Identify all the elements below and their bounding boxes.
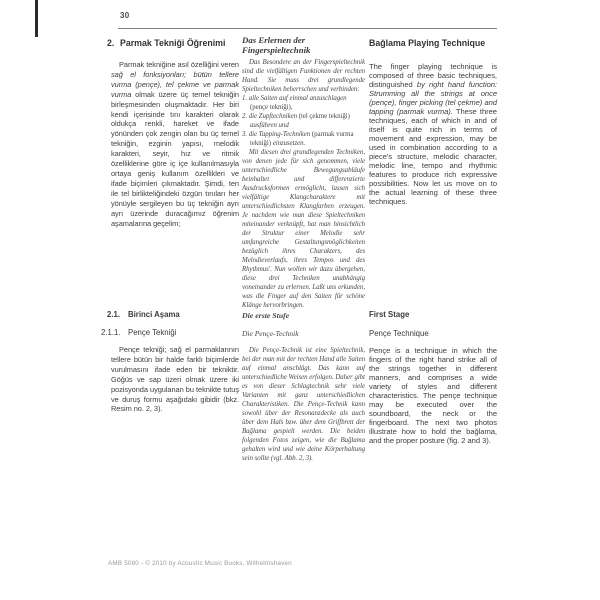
paragraph-german-2: Die Pençe-Technik ist eine Spieltechnik, bei der man mit der rechten Hand alle Saiten auf einmal anschlägt. Das kann auf unterschiedliche Weisen erfolgen. Daher gibt es von dieser Schlagtechnik sehr viele Varianten mit ganz unterschiedlichen Charakteristiken. Die Pençe-Technik kann sowohl über der Resonanzdecke als auch über dem Hals bzw. über dem Griffbrett der Bağlama gespielt werden. Die beiden folgenden Fotos zeigen, wie die Bağlama gehalten wird und wie deine Körperhaltung sein sollte (vgl. Abb. 2, 3). bbox=[242, 347, 365, 462]
subsection-heading-german-1: Die erste Stufe bbox=[242, 311, 290, 320]
subsection-heading-english-1: First Stage bbox=[369, 310, 410, 319]
column-german-lower bbox=[242, 311, 365, 463]
footer-text: AMB 5080 - © 2010 by Acoustic Music Books, Wilhelmshaven bbox=[108, 560, 292, 567]
subsection-title-turkish-2: Pençe Tekniği bbox=[128, 328, 177, 337]
section-heading-german: Das Erlernen der Fingerspieltechnik bbox=[242, 35, 311, 55]
column-german-upper bbox=[242, 36, 365, 310]
paragraph-turkish-1: Parmak tekniğine asıl özelliğini veren sağ el fonksiyonları; bütün tellere vurma (pençe), tel çekme ve parmak vurma olmak üzere üç temel tekniğin birleşmesinden oluşmaktadır. Her biri kendi içerisinde tını karakteri olarak oldukça renkli, hareket ve ifade yönünden çok zengin olan bu üç temel tekniğin, ezginin yapısı, melodik karakteri, seyir, hız ve ritmik özelliklerine göre iç içe kullanılmasıyla ortaya geniş kullanım özellikleri ve ifade biçimleri çıkmaktadır. Şimdi, ten ile tel birlikteliğindeki özgün tınıları her yönüyle sergileyen bu üç tekniğin ayrı ayrı üzerinde duracağımız öğrenim aşamalarına geçelim; bbox=[111, 60, 239, 228]
subsection-heading-english-2: Pençe Technique bbox=[369, 329, 429, 338]
paragraph-turkish-2: Pençe tekniği; sağ el parmaklarının tellere bütün bir halde farklı biçimlerde vurulmasını ifade eden bir tekniktir. Göğüs ve sap üzeri olmak üzere iki pozisyonda uygulanan bu teknikte tutuş ve duruş formu aşağıdaki gibidir (bkz. Resim no. 2, 3). bbox=[111, 345, 239, 414]
column-turkish-lower bbox=[101, 310, 239, 414]
scan-edge-mark bbox=[35, 0, 38, 37]
paragraph-english-1: The finger playing technique is composed of three basic techniques, distinguished by right hand function: Strumming all the strings at once (pençe), finger picking (tel çekme) and tapping (parmak vurma). These three techniques, each of which in and of itself is quite rich in terms of movement and expression, may be used in combination according to a piece's structure, melodic character, melodic line, tempo and rhythmic features to produce rich expressive possibilities. Now let us move on to the actual learning of these three techniques. bbox=[369, 62, 497, 206]
column-english-lower bbox=[369, 310, 497, 445]
column-turkish-upper bbox=[107, 38, 239, 228]
german-list-item-2: 2. die Zupftechniken (tel çekme tekniği) ausführen und bbox=[242, 113, 350, 129]
german-list-item-1: 1. alle Saiten auf einmal anzuschlagen (pençe tekniği), bbox=[242, 95, 347, 111]
section-heading-english: Bağlama Playing Technique bbox=[369, 38, 486, 48]
subsection-number-turkish-1: 2.1. bbox=[107, 310, 121, 319]
section-title-turkish: Parmak Tekniği Öğrenimi bbox=[120, 38, 226, 48]
section-heading-turkish bbox=[107, 38, 239, 48]
page-number: 30 bbox=[120, 11, 130, 20]
german-list-item-3: 3. die Tapping-Techniken (parmak vurma tekniği) einzusetzen. bbox=[242, 131, 354, 147]
section-number-turkish: 2. bbox=[107, 38, 115, 48]
paragraph-german-intro: Das Besondere an der Fingerspieltechnik sind die vielfältigen Funktionen der rechten Hand. Sie muss drei grundlegende Spieltechniken beherrschen und verbinden: bbox=[242, 59, 365, 93]
paragraph-german-main: Mit diesen drei grundlegenden Techniken, von denen jede für sich genommen, viele unterschiedliche Bewegungsabläufe beinhaltet und differenzierte Ausdrucksformen ermöglicht, lassen sich vielfältige Klangcharaktere mit unterschiedlichsten Klangfarben erzeugen. Je nachdem wie man diese Spieltechniken miteinander verknüpft, hat man hinsichtlich der Struktur einer Melodie sehr umfangreiche Gestaltungsmöglichkeiten bezüglich ihres Charakters, des Melodieverlaufs, ihres Tempos und des Rhythmus'. Nun wollen wir dazu übergehen, diese drei Techniken unabhängig voneinander zu erlernen. Laßt uns erkunden, was die Finger auf den Saiten für schöne Klänge hervorbringen. bbox=[242, 149, 365, 309]
subsection-heading-turkish-1 bbox=[107, 310, 239, 320]
column-english-upper bbox=[369, 38, 497, 206]
subsection-number-turkish-2: 2.1.1. bbox=[101, 328, 121, 337]
subsection-heading-turkish-2 bbox=[101, 328, 239, 338]
paragraph-english-2: Pençe is a technique in which the fingers of the right hand strike all of the strings together in different manners, and comprises a wide variety of styles and different characteristics. The pençe technique may be executed over the soundboard, the neck or the fingerboard. The next two photos illustrate how to hold the bağlama, and the proper posture (fig. 2 and 3). bbox=[369, 346, 497, 445]
subsection-title-turkish-1: Birinci Aşama bbox=[128, 310, 180, 319]
header-rule bbox=[118, 28, 497, 29]
subsection-heading-german-2: Die Pençe-Technik bbox=[242, 329, 299, 338]
